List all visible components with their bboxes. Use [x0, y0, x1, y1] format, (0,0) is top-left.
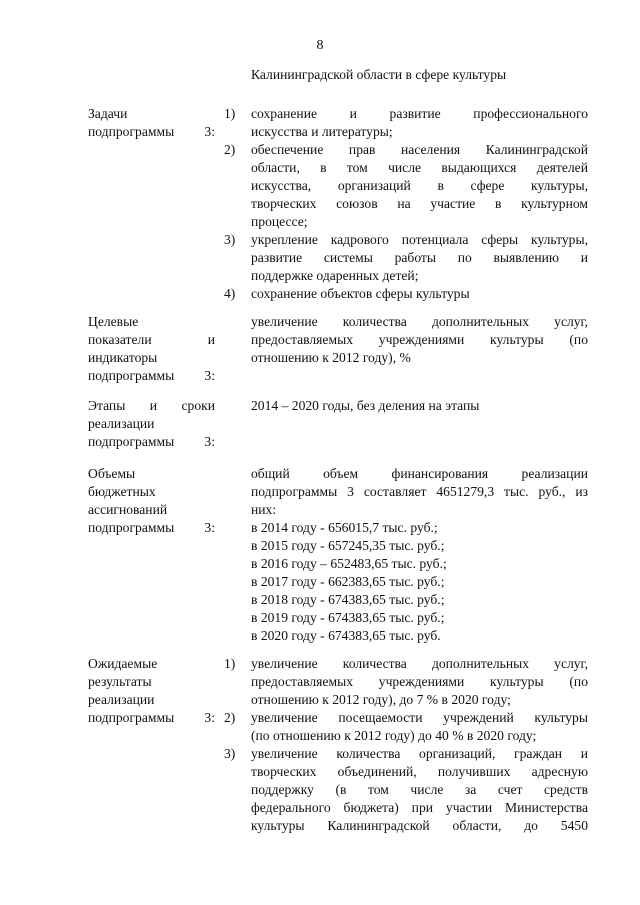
label-line: Этапы и сроки	[88, 398, 215, 413]
item-line: сохранение объектов сферы культуры	[251, 286, 470, 301]
label-line: реализации	[88, 416, 155, 431]
label-line: Задачи	[88, 106, 128, 121]
label-line: показатели и	[88, 332, 215, 347]
section-content	[251, 465, 588, 645]
item-line: увеличение посещаемости учреждений культуры	[251, 710, 588, 725]
results-list	[224, 655, 588, 835]
item-line: творческих объединений, получивших адресную	[251, 764, 588, 779]
label-line: Объемы	[88, 466, 136, 481]
item-line: поддержку (в том числе за счет средств	[251, 782, 588, 797]
item-line: области, в том числе выдающихся деятелей	[251, 160, 588, 175]
item-line: предоставляемых учреждениями культуры (по	[251, 674, 588, 689]
item-line: поддержке одаренных детей;	[251, 268, 419, 283]
section-label	[88, 313, 215, 385]
list-item	[224, 745, 588, 835]
content-line: увеличение количества дополнительных услуг,	[251, 314, 588, 329]
label-line: ассигнований	[88, 502, 168, 517]
label-line: подпрограммы 3:	[88, 124, 215, 139]
section-content	[251, 313, 588, 367]
content-line: подпрограммы 3 составляет 4651279,3 тыс. руб., из	[251, 484, 588, 499]
task-list	[224, 105, 588, 303]
item-line: увеличение количества организаций, граждан и	[251, 746, 588, 761]
budget-year-line: в 2019 году - 674383,65 тыс. руб.;	[251, 610, 445, 625]
list-item	[224, 141, 588, 231]
item-line: развитие системы работы по выявлению и	[251, 250, 588, 265]
item-line: отношению к 2012 году), до 7 % в 2020 году;	[251, 692, 511, 707]
section-content	[224, 655, 588, 835]
item-line: увеличение количества дополнительных услуг,	[251, 656, 588, 671]
label-line: реализации	[88, 692, 155, 707]
item-line: укрепление кадрового потенциала сферы культуры,	[251, 232, 588, 247]
budget-year-line: в 2017 году - 662383,65 тыс. руб.;	[251, 574, 445, 589]
content-line: отношению к 2012 году), %	[251, 350, 411, 365]
item-line: процессе;	[251, 214, 308, 229]
label-line: подпрограммы 3:	[88, 434, 215, 449]
item-number: 1)	[224, 106, 236, 121]
item-line: искусства, организаций в сфере культуры,	[251, 178, 588, 193]
content-line: 2014 – 2020 годы, без деления на этапы	[251, 398, 480, 413]
content-line: предоставляемых учреждениями культуры (по	[251, 332, 588, 347]
item-number: 3)	[224, 232, 236, 247]
list-item	[224, 105, 588, 141]
item-number: 2)	[224, 142, 236, 157]
list-item	[224, 231, 588, 285]
budget-year-line: в 2020 году - 674383,65 тыс. руб.	[251, 628, 441, 643]
item-number: 3)	[224, 746, 236, 761]
content-line: общий объем финансирования реализации	[251, 466, 588, 481]
continuation-line: Калининградской области в сфере культуры	[251, 67, 507, 82]
section-content	[251, 397, 588, 415]
label-line: Ожидаемые	[88, 656, 158, 671]
label-line: результаты	[88, 674, 152, 689]
list-item	[224, 655, 588, 709]
item-line: творческих союзов на участие в культурном	[251, 196, 588, 211]
section-label	[88, 655, 215, 727]
section-label	[88, 397, 215, 451]
item-line: культуры Калининградской области, до 5450	[251, 818, 588, 833]
item-line: (по отношению к 2012 году) до 40 % в 2020 году;	[251, 728, 537, 743]
content-line: них:	[251, 502, 277, 517]
item-line: обеспечение прав населения Калининградской	[251, 142, 588, 157]
item-line: искусства и литературы;	[251, 124, 393, 139]
budget-year-line: в 2015 году - 657245,35 тыс. руб.;	[251, 538, 445, 553]
item-number: 1)	[224, 656, 236, 671]
label-line: подпрограммы 3:	[88, 710, 215, 725]
item-number: 2)	[224, 710, 236, 725]
label-line: индикаторы	[88, 350, 158, 365]
label-line: бюджетных	[88, 484, 156, 499]
list-item	[224, 285, 588, 303]
budget-year-line: в 2016 году – 652483,65 тыс. руб.;	[251, 556, 447, 571]
section-label	[88, 105, 215, 141]
label-line: подпрограммы 3:	[88, 368, 215, 383]
label-line: Целевые	[88, 314, 139, 329]
label-line: подпрограммы 3:	[88, 520, 215, 535]
item-line: федерального бюджета) при участии Министерства	[251, 800, 588, 815]
item-line: сохранение и развитие профессионального	[251, 106, 588, 121]
section-content	[224, 105, 588, 303]
budget-year-line: в 2018 году - 674383,65 тыс. руб.;	[251, 592, 445, 607]
budget-year-line: в 2014 году - 656015,7 тыс. руб.;	[251, 520, 438, 535]
page-number: 8	[316, 38, 324, 53]
section-label	[88, 465, 215, 537]
list-item	[224, 709, 588, 745]
item-number: 4)	[224, 286, 236, 301]
